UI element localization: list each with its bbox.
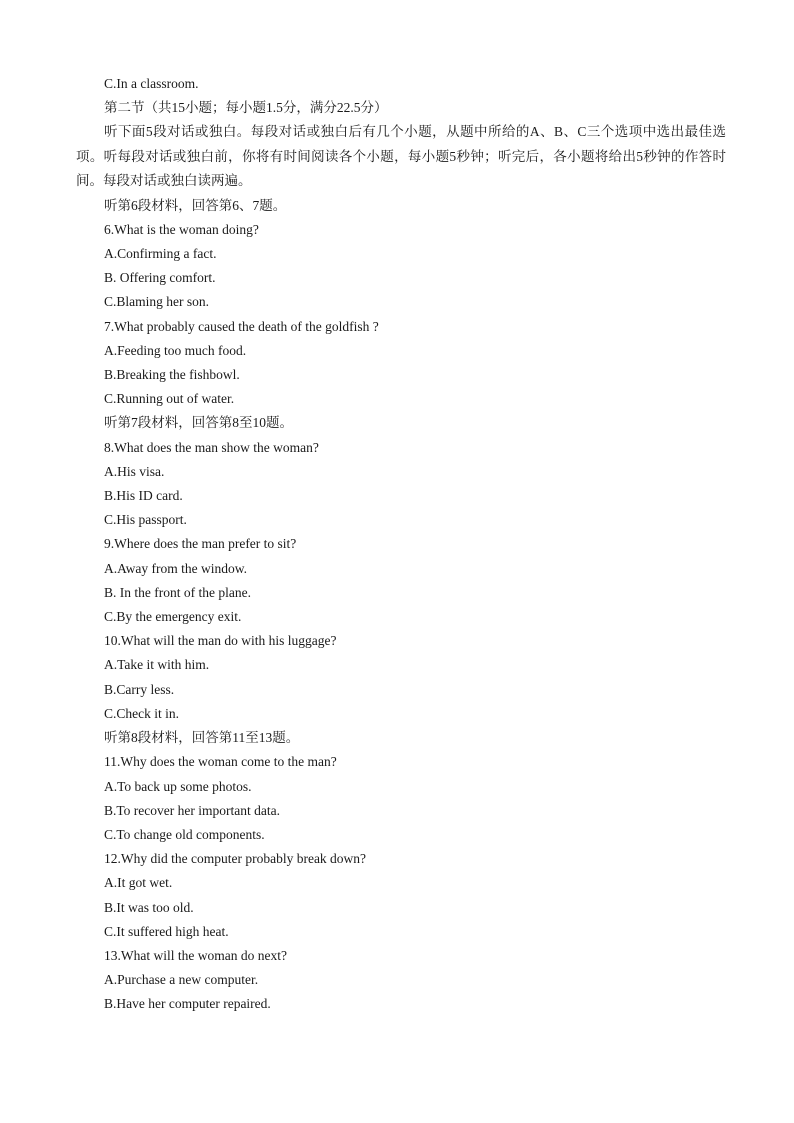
option-line: A.Take it with him. (104, 657, 210, 673)
option-line: C.His passport. (104, 512, 187, 528)
option-line: B.To recover her important data. (104, 802, 280, 818)
option-line: A.It got wet. (104, 875, 173, 891)
option-line: B.His ID card. (104, 488, 183, 504)
question-line: 12.Why did the computer probably break down? (104, 851, 367, 867)
page-content (76, 72, 726, 1017)
option-line: B. In the front of the plane. (104, 584, 251, 600)
option-line: C.It suffered high heat. (104, 923, 229, 939)
option-line: C.To change old components. (104, 826, 265, 842)
question-line: 10.What will the man do with his luggage? (104, 633, 337, 649)
option-line: C.In a classroom. (104, 76, 199, 91)
option-line: B.It was too old. (104, 899, 194, 915)
material-heading: 听第7段材料，回答第8至10题。 (104, 415, 293, 431)
option-line: B.Have her computer repaired. (104, 996, 271, 1012)
question-line: 6.What is the woman doing? (104, 221, 259, 237)
option-line: A.Purchase a new computer. (104, 972, 259, 988)
option-line: A.Away from the window. (104, 560, 247, 576)
option-line: C.By the emergency exit. (104, 609, 242, 625)
material-heading: 听第6段材料，回答第6、7题。 (104, 197, 287, 213)
question-line: 8.What does the man show the woman? (104, 439, 319, 455)
question-line: 13.What will the woman do next? (104, 947, 287, 963)
question-line: 7.What probably caused the death of the goldfish ? (104, 318, 379, 334)
option-line: C.Blaming her son. (104, 294, 209, 310)
material-heading: 听第8段材料，回答第11至13题。 (104, 730, 300, 746)
option-line: B.Breaking the fishbowl. (104, 367, 240, 383)
option-line: A.Feeding too much food. (104, 342, 247, 358)
option-line: A.Confirming a fact. (104, 246, 217, 262)
option-line: C.Check it in. (104, 705, 179, 721)
section-heading: 第二节（共15小题；每小题1.5分，满分22.5分） (104, 100, 388, 116)
option-line: C.Running out of water. (104, 391, 235, 407)
option-line: B.Carry less. (104, 681, 175, 697)
question-line: 9.Where does the man prefer to sit? (104, 536, 297, 552)
question-line: 11.Why does the woman come to the man? (104, 754, 337, 770)
option-line: B. Offering comfort. (104, 270, 216, 286)
instructions-paragraph: 听下面5段对话或独白。每段对话或独白后有几个小题，从题中所给的A、B、C三个选项中选出最佳选项。听每段对话或独白前，你将有时间阅读各个小题，每小题5秒钟；听完后，各小题将给出5秒钟的作答时间。每段对话或独白读两遍。 (76, 124, 726, 189)
option-line: A.To back up some photos. (104, 778, 252, 794)
option-line: A.His visa. (104, 463, 165, 479)
